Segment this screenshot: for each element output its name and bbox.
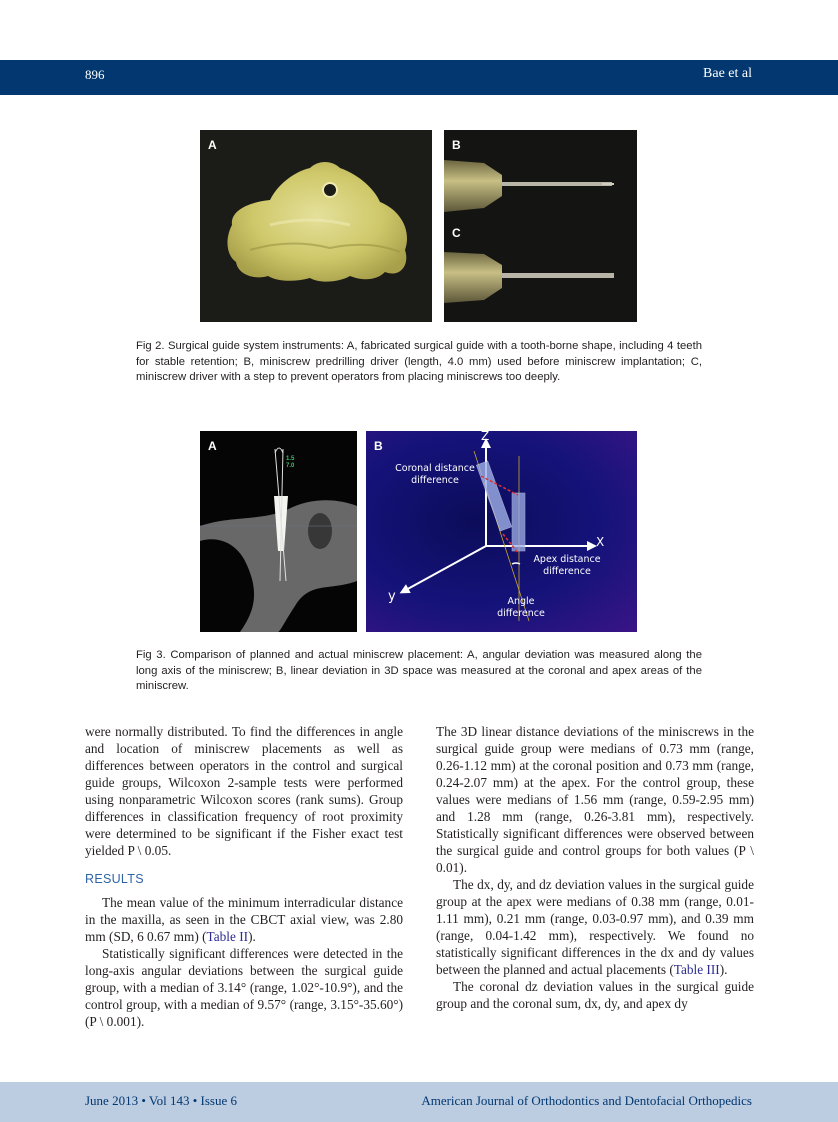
label-line: difference — [411, 475, 459, 486]
panel-label: B — [374, 439, 383, 453]
surgical-guide-image — [200, 130, 432, 322]
figure3-panel-a — [200, 431, 357, 632]
right-column — [436, 723, 754, 1012]
text-span: ). — [248, 929, 256, 944]
label-line: Coronal distance — [395, 463, 475, 474]
cbct-annotation-2: 7.0 — [286, 463, 295, 469]
figure2-panel-bc — [444, 130, 637, 322]
table-iii-link[interactable]: Table III — [673, 962, 720, 977]
figure3-caption: Fig 3. Comparison of planned and actual miniscrew placement: A, angular deviation was measured along the long axis of the miniscrew; B, linear deviation in 3D space was measured at the coronal and apex areas of the miniscrew. — [136, 649, 702, 692]
text-span: The dx, dy, and dz deviation values in the surgical guide group at the apex were medians of 0.38 mm (range, 0.01-1.11 mm), 0.21 mm (range, 0.03-0.97 mm), and 0.39 mm (range, 0.04-1.42 mm), respectively. We found no statistically significant differences in the dx and dy values between the planned and actual placements ( — [436, 877, 754, 977]
section-heading-results: RESULTS — [85, 872, 144, 886]
paragraph: Statistically significant differences were detected in the long-axis angular deviations between the surgical guide group, with a median of 3.14° (range, 1.02°-10.9°), and the control group, with a median of 9.57° (range, 3.15°-35.60°) (P \ 0.001). — [85, 946, 403, 1029]
driver-instruments-image — [444, 130, 637, 322]
label-line: Angle — [507, 596, 535, 607]
paragraph: The 3D linear distance deviations of the miniscrews in the surgical guide group were medians of 0.73 mm (range, 0.26-1.12 mm) at the coronal position and 0.73 mm (range, 0.24-2.07 mm) at the apex. For the control group, these values were medians of 1.56 mm (range, 0.59-2.95 mm) and 1.28 mm (range, 0.26-3.81 mm), respectively. Statistically significant differences were observed between the surgical guide and control groups for both values (P \ 0.01). — [436, 724, 754, 875]
paragraph: The coronal dz deviation values in the surgical guide group and the coronal sum, dx, dy, and apex dy — [436, 979, 754, 1011]
text-span: The mean value of the minimum interradicular distance in the maxilla, as seen in the CBCT axial view, was 2.80 mm (SD, 6 0.67 mm) ( — [85, 895, 403, 944]
paragraph — [436, 876, 754, 978]
cbct-scan-image — [200, 431, 357, 632]
cbct-annotation-1: 1.5 — [286, 456, 295, 462]
paragraph: were normally distributed. To find the differences in angle and location of miniscrew placements as well as differences between operators in the control and surgical guide groups, Wilcoxon 2-sample tests were performed using nonparametric Wilcoxon scores (rank sums). Group differences in classification frequency of root proximity were determined to be significant if the Fisher exact test yielded P \ 0.05. — [85, 724, 403, 858]
figure2-panel-a — [200, 130, 432, 322]
running-header — [0, 60, 838, 95]
axis-label-y: y — [388, 589, 396, 604]
panel-label: C — [452, 226, 461, 240]
text-span: ). — [719, 962, 728, 977]
label-line: difference — [543, 566, 591, 577]
panel-label: B — [452, 138, 461, 152]
running-footer — [0, 1082, 838, 1122]
figure3-panel-b — [366, 431, 637, 632]
label-line: difference — [497, 608, 545, 619]
label-line: Apex distance — [533, 554, 601, 565]
axis-label-x: X — [596, 535, 605, 549]
issue-info: June 2013 • Vol 143 • Issue 6 — [85, 1093, 237, 1108]
panel-label: A — [208, 439, 217, 453]
panel-label: A — [208, 138, 217, 152]
apex-distance-label — [522, 554, 612, 578]
angle-difference-label — [486, 596, 556, 620]
left-column — [85, 723, 403, 1030]
figure2-caption: Fig 2. Surgical guide system instruments: A, fabricated surgical guide with a tooth-borne shape, including 4 teeth for stable retention; B, miniscrew predrilling driver (length, 4.0 mm) used before miniscrew implantation; C, miniscrew driver with a step to prevent operators from placing miniscrews too deeply. — [136, 340, 702, 383]
table-ii-link[interactable]: Table II — [206, 929, 249, 944]
paragraph — [85, 894, 403, 945]
page-number: 896 — [85, 67, 105, 82]
axis-label-z: Z — [481, 431, 490, 443]
running-head-authors: Bae et al — [703, 66, 752, 81]
journal-name: American Journal of Orthodontics and Dentofacial Orthopedics — [421, 1093, 752, 1108]
coronal-distance-label — [390, 463, 480, 487]
